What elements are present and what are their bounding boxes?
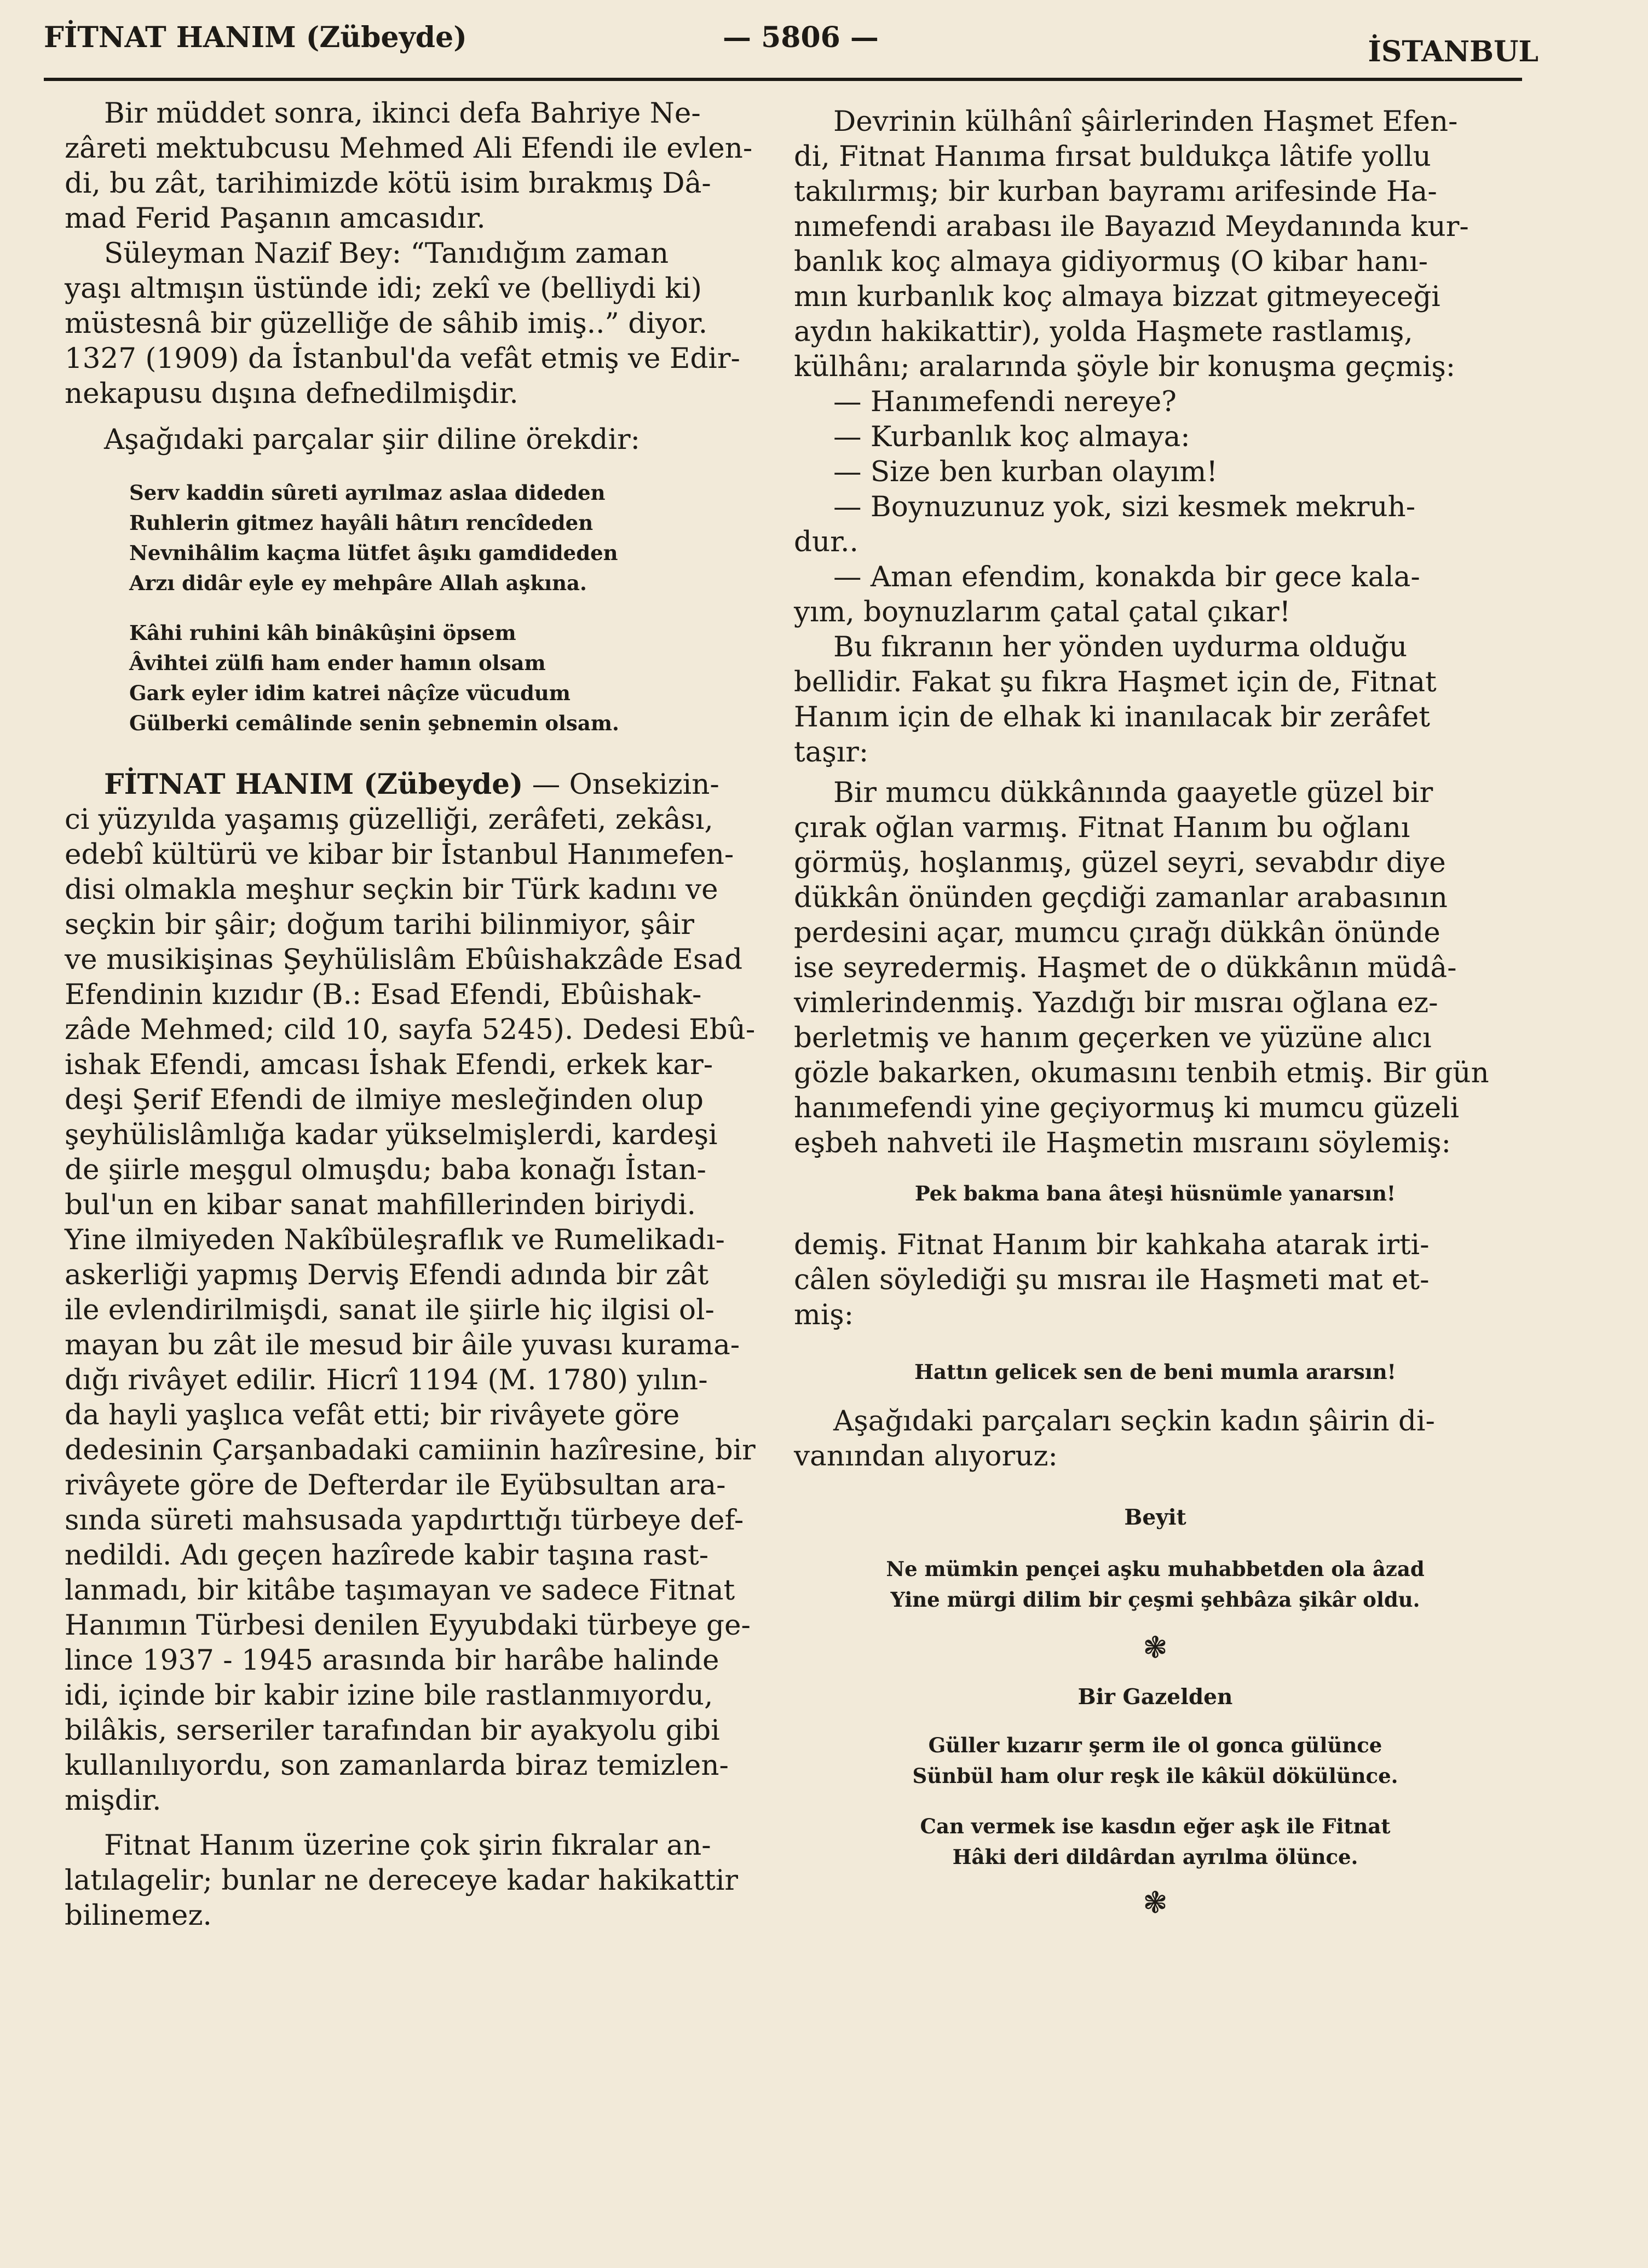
quote-haşmet: Pek bakma bana âteşi hüsnümle yanarsın!: [914, 1181, 1396, 1205]
entry-paragraph: [65, 767, 772, 1818]
story-paragraph: [794, 775, 1517, 1161]
closing-paragraph: [65, 1828, 772, 1933]
text-line: deşi Şerif Efendi de ilmiye mesleğinden olup: [65, 1083, 704, 1116]
text-line: ise seyredermiş. Haşmet de o dükkânın müdâ-: [794, 951, 1457, 984]
verse-line: Kâhi ruhini kâh binâkûşini öpsem: [129, 621, 516, 645]
running-title: FİTNAT HANIM (Zübeyde): [44, 21, 467, 54]
dialog-line: dur..: [794, 526, 858, 558]
text-line: ci yüzyılda yaşamış güzelliği, zerâfeti, zekâsı,: [65, 803, 713, 836]
text-line: berletmiş ve hanım geçerken ve yüzüne alıcı: [794, 1022, 1432, 1054]
ornament-star: ❃: [1143, 1630, 1168, 1665]
dialog-line: — Boynuzunuz yok, sizi kesmek mekruh-: [833, 490, 1416, 523]
verse-line: Ne mümkin pençei aşku muhabbetden ola âzad: [886, 1557, 1425, 1581]
text-line: de şiirle meşgul olmuşdu; baba konağı İstan-: [65, 1153, 706, 1186]
text-line: Bir mumcu dükkânında gaayetle güzel bir: [833, 776, 1433, 809]
header-rule: [44, 78, 1522, 81]
verse-line: Gark eyler idim katrei nâçîze vücudum: [129, 681, 571, 705]
gazel-title: Bir Gazelden: [1077, 1684, 1233, 1710]
text-line: lanmadı, bir kitâbe taşımayan ve sadece Fitnat: [65, 1574, 735, 1607]
text-line: [65, 767, 772, 802]
text-line: görmüş, hoşlanmış, güzel seyri, sevabdır diye: [794, 846, 1446, 879]
text-line: zâde Mehmed; cild 10, sayfa 5245). Dedesi Ebû-: [65, 1013, 756, 1046]
dialog-line: — Aman efendim, konakda bir gece kala-: [833, 561, 1420, 593]
entry-label: FİTNAT HANIM (Zübeyde): [104, 768, 523, 801]
text-line: şeyhülislâmlığa kadar yükselmişlerdi, kardeşi: [65, 1118, 718, 1151]
text-line: Hanımın Türbesi denilen Eyyubdaki türbeye ge-: [65, 1609, 751, 1642]
text-line: mın kurbanlık koç almaya bizzat gitmeyeceği: [794, 280, 1440, 313]
entry-first-text: — Onsekizin-: [523, 768, 719, 801]
text-line: Devrinin külhânî şâirlerinden Haşmet Efen-: [833, 105, 1458, 138]
text-line: edebî kültürü ve kibar bir İstanbul Hanımefen-: [65, 838, 734, 871]
dialog-line: yım, boynuzlarım çatal çatal çıkar!: [794, 596, 1291, 628]
verse-line: Can vermek ise kasdın eğer aşk ile Fitnat: [920, 1814, 1391, 1838]
text-line: mad Ferid Paşanın amcasıdır.: [65, 202, 486, 235]
verse-line: Arzı didâr eyle ey mehpâre Allah aşkına.: [129, 571, 587, 595]
text-line: dükkân önünden geçdiği zamanlar arabasının: [794, 881, 1448, 914]
text-line: dığı rivâyet edilir. Hicrî 1194 (M. 1780) yılın-: [65, 1364, 708, 1396]
anecdote-paragraph: [794, 104, 1517, 384]
running-header: [44, 8, 1538, 73]
verse-line: Nevnihâlim kaçma lütfet âşıkı gamdideden: [129, 541, 618, 565]
text-line: zâreti mektubcusu Mehmed Ali Efendi ile evlen-: [65, 132, 753, 165]
text-line: bellidir. Fakat şu fıkra Haşmet için de, Fitnat: [794, 666, 1437, 699]
right-column: [794, 104, 1517, 1925]
text-line: eşbeh nahveti ile Haşmetin mısraını söylemiş:: [794, 1127, 1451, 1159]
text-line: Aşağıdaki parçaları seçkin kadın şâirin di-: [833, 1405, 1435, 1438]
text-line: külhânı; aralarında şöyle bir konuşma geçmiş:: [794, 350, 1456, 383]
text-line: ishak Efendi, amcası İshak Efendi, erkek kar-: [65, 1048, 713, 1081]
verse-line: Serv kaddin sûreti ayrılmaz aslaa dideden: [129, 481, 606, 505]
verse-line: Ruhlerin gitmez hayâli hâtırı rencîdeden: [129, 511, 593, 535]
text-line: Bu fıkranın her yönden uydurma olduğu: [833, 631, 1408, 663]
dialog-line: — Hanımefendi nereye?: [833, 385, 1177, 418]
text-line: banlık koç almaya gidiyormuş (O kibar hanı-: [794, 245, 1428, 278]
text-line: yaşı altmışın üstünde idi; zekî ve (belliydi ki): [65, 272, 702, 305]
text-line: ile evlendirilmişdi, sanat ile şiirle hiç ilgisi ol-: [65, 1294, 714, 1326]
section-name: İSTANBUL: [1368, 35, 1538, 68]
text-line: Hanım için de elhak ki inanılacak bir zerâfet: [794, 701, 1430, 734]
dialog-line: — Kurbanlık koç almaya:: [833, 420, 1190, 453]
text-line: Süleyman Nazif Bey: “Tanıdığım zaman: [104, 237, 669, 270]
quote-fitnat: Hattın gelicek sen de beni mumla ararsın!: [914, 1360, 1396, 1384]
text-line: lince 1937 - 1945 arasında bir harâbe halinde: [65, 1644, 719, 1677]
text-line: ve musikişinas Şeyhülislâm Ebûishakzâde Esad: [65, 943, 743, 976]
text-line: di, bu zât, tarihimizde kötü isim bırakmış Dâ-: [65, 167, 711, 200]
text-line: sında süreti mahsusada yapdırttığı türbeye def-: [65, 1504, 744, 1537]
text-line: takılırmış; bir kurban bayramı arifesinde Ha-: [794, 175, 1437, 208]
text-line: idi, içinde bir kabir izine bile rastlanmıyordu,: [65, 1679, 713, 1712]
text-line: bilâkis, serseriler tarafından bir ayakyolu gibi: [65, 1714, 720, 1747]
text-line: Aşağıdaki parçalar şiir diline örekdir:: [104, 423, 640, 456]
left-column: [65, 96, 772, 1933]
text-line: müstesnâ bir güzelliğe de sâhib imiş..” diyor.: [65, 307, 708, 340]
text-line: miş:: [794, 1299, 854, 1331]
text-line: perdesini açar, mumcu çırağı dükkân önünde: [794, 916, 1440, 949]
beyit-title: Beyit: [1124, 1505, 1186, 1530]
text-line: bul'un en kibar sanat mahfillerinden biriydi.: [65, 1188, 696, 1221]
text-line: di, Fitnat Hanıma fırsat buldukça lâtife yollu: [794, 140, 1431, 173]
dialog: [794, 384, 1517, 630]
text-line: Yine ilmiyeden Nakîbüleşraflık ve Rumelikadı-: [65, 1224, 725, 1256]
text-line: 1327 (1909) da İstanbul'da vefât etmiş ve Edir-: [65, 342, 740, 375]
text-line: mayan bu zât ile mesud bir âile yuvası kurama-: [65, 1329, 740, 1361]
intro-paragraph: [65, 96, 772, 457]
text-line: vanından alıyoruz:: [794, 1440, 1058, 1473]
text-line: bilinemez.: [65, 1899, 212, 1932]
verse-line: Güller kızarır şerm ile ol gonca gülünce: [928, 1733, 1382, 1757]
text-line: câlen söylediği şu mısraı ile Haşmeti mat et-: [794, 1263, 1430, 1296]
text-line: vimlerindenmiş. Yazdığı bir mısraı oğlana ez-: [794, 986, 1438, 1019]
text-line: da hayli yaşlıca vefât etti; bir rivâyete göre: [65, 1399, 680, 1432]
page-number: — 5806 —: [723, 21, 879, 54]
ornament-star: ❃: [1143, 1885, 1168, 1920]
verse-line: Hâki deri dildârdan ayrılma ölünce.: [952, 1845, 1358, 1869]
text-line: gözle bakarken, okumasını tenbih etmiş. Bir gün: [794, 1057, 1489, 1089]
text-line: mişdir.: [65, 1784, 162, 1817]
text-line: kullanılıyordu, son zamanlarda biraz temizlen-: [65, 1749, 729, 1782]
text-line: disi olmakla meşhur seçkin bir Türk kadını ve: [65, 873, 718, 906]
text-line: nımefendi arabası ile Bayazıd Meydanında kur-: [794, 210, 1469, 243]
dialog-line: — Size ben kurban olayım!: [833, 455, 1218, 488]
verse-stanza-1: [129, 478, 772, 598]
beyit-verse: [794, 1554, 1517, 1615]
verse-line: Âvihtei zülfi ham ender hamın olsam: [129, 651, 546, 675]
text-line: taşır:: [794, 736, 869, 769]
text-line: nekapusu dışına defnedilmişdir.: [65, 377, 518, 410]
verse-line: Gülberki cemâlinde senin şebnemin olsam.: [129, 711, 619, 735]
text-line: Bir müddet sonra, ikinci defa Bahriye Ne-: [104, 97, 701, 130]
verse-line: Yine mürgi dilim bir çeşmi şehbâza şikâr oldu.: [890, 1588, 1420, 1612]
text-line: latılagelir; bunlar ne dereceye kadar hakikattir: [65, 1864, 739, 1897]
text-line: rivâyete göre de Defterdar ile Eyübsultan ara-: [65, 1469, 726, 1502]
verse-line: Sünbül ham olur reşk ile kâkül dökülünce.: [912, 1764, 1398, 1788]
text-line: Fitnat Hanım üzerine çok şirin fıkralar an-: [104, 1829, 711, 1862]
text-line: nedildi. Adı geçen hazîrede kabir taşına rast-: [65, 1539, 709, 1572]
text-line: aydın hakikattir), yolda Haşmete rastlamış,: [794, 315, 1413, 348]
comment-paragraph: [794, 630, 1517, 770]
text-line: dedesinin Çarşanbadaki camiinin hazîresine, bir: [65, 1434, 756, 1467]
text-line: çırak oğlan varmış. Fitnat Hanım bu oğlanı: [794, 811, 1410, 844]
gazel-couplet-2: [794, 1811, 1517, 1872]
divan-paragraph: [794, 1404, 1517, 1474]
text-line: hanımefendi yine geçiyormuş ki mumcu güzeli: [794, 1092, 1460, 1124]
text-line: demiş. Fitnat Hanım bir kahkaha atarak irti-: [794, 1228, 1430, 1261]
text-line: Efendinin kızıdır (B.: Esad Efendi, Ebûishak-: [65, 978, 702, 1011]
reply-paragraph: [794, 1227, 1517, 1332]
text-line: seçkin bir şâir; doğum tarihi bilinmiyor, şâir: [65, 908, 695, 941]
gazel-couplet-1: [794, 1730, 1517, 1791]
verse-stanza-2: [129, 618, 772, 738]
text-line: askerliği yapmış Derviş Efendi adında bir zât: [65, 1259, 709, 1291]
